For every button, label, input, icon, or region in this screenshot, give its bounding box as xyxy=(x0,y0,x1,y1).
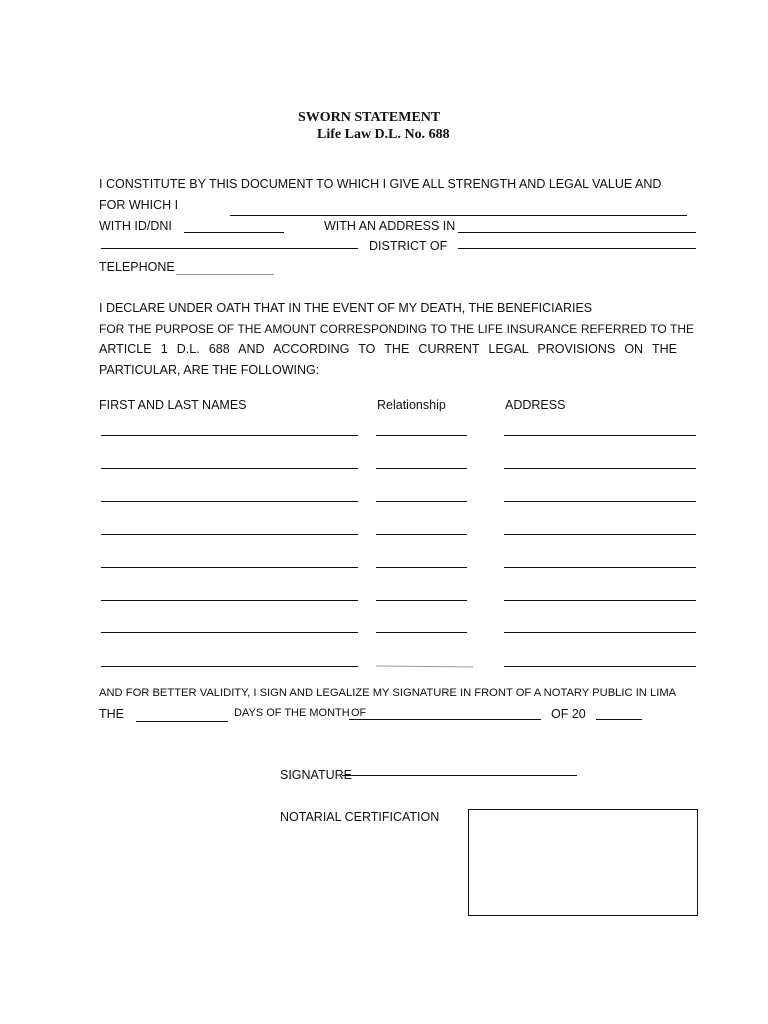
telephone-field-line[interactable] xyxy=(176,274,274,275)
address-field-line[interactable] xyxy=(458,232,696,233)
name-line[interactable] xyxy=(101,435,358,436)
name-line[interactable] xyxy=(101,501,358,502)
intro-line-1: I CONSTITUTE BY THIS DOCUMENT TO WHICH I GIVE ALL STRENGTH AND LEGAL VALUE AND xyxy=(99,177,662,191)
declaration-line-3: ARTICLE 1 D.L. 688 AND ACCORDING TO THE CURRENT LEGAL PROVISIONS ON THE xyxy=(99,342,677,356)
for-which-label: FOR WHICH I xyxy=(99,198,179,212)
name-line[interactable] xyxy=(101,534,358,535)
address-line[interactable] xyxy=(504,435,696,436)
relationship-line[interactable] xyxy=(376,468,467,469)
column-header-names: FIRST AND LAST NAMES xyxy=(99,398,247,412)
of-20-label: OF 20 xyxy=(551,707,586,721)
address-label: WITH AN ADDRESS IN xyxy=(324,219,456,233)
address-line[interactable] xyxy=(504,567,696,568)
district-field-line[interactable] xyxy=(458,248,696,249)
of-label: OF xyxy=(351,707,367,719)
document-subtitle: Life Law D.L. No. 688 xyxy=(317,127,450,142)
relationship-line[interactable] xyxy=(376,435,467,436)
document-title: SWORN STATEMENT xyxy=(298,110,441,125)
address-line[interactable] xyxy=(504,534,696,535)
name-line[interactable] xyxy=(101,666,358,667)
declaration-line-4: PARTICULAR, ARE THE FOLLOWING: xyxy=(99,363,320,377)
relationship-line[interactable] xyxy=(376,534,467,535)
relationship-line[interactable] xyxy=(376,567,467,568)
notarial-certification-label: NOTARIAL CERTIFICATION xyxy=(280,810,440,824)
relationship-line[interactable] xyxy=(376,501,467,502)
month-field-line[interactable] xyxy=(349,719,541,720)
relationship-line[interactable] xyxy=(376,665,473,667)
address-line[interactable] xyxy=(504,600,696,601)
name-line[interactable] xyxy=(101,468,358,469)
address-line[interactable] xyxy=(504,666,696,667)
signature-line[interactable] xyxy=(342,775,577,776)
id-dni-field-line[interactable] xyxy=(184,232,284,233)
the-label: THE xyxy=(99,707,124,721)
address-line[interactable] xyxy=(504,501,696,502)
days-of-month-label: DAYS OF THE MONTH xyxy=(234,707,350,719)
day-field-line[interactable] xyxy=(136,721,228,722)
validity-statement: AND FOR BETTER VALIDITY, I SIGN AND LEGALIZE MY SIGNATURE IN FRONT OF A NOTARY PUBLIC IN LIMA xyxy=(99,687,677,699)
id-dni-label: WITH ID/DNI xyxy=(99,219,172,233)
address-continuation-line[interactable] xyxy=(101,248,358,249)
name-line[interactable] xyxy=(101,600,358,601)
declaration-line-2: FOR THE PURPOSE OF THE AMOUNT CORRESPONDING TO THE LIFE INSURANCE REFERRED TO THE xyxy=(99,322,694,336)
address-line[interactable] xyxy=(504,632,696,633)
year-field-line[interactable] xyxy=(596,719,642,720)
column-header-relationship: Relationship xyxy=(377,398,446,412)
notarial-certification-box[interactable] xyxy=(468,809,698,916)
signature-label: SIGNATURE xyxy=(280,768,352,782)
relationship-line[interactable] xyxy=(376,600,467,601)
name-field-line[interactable] xyxy=(230,215,687,216)
district-label: DISTRICT OF xyxy=(369,239,448,253)
address-line[interactable] xyxy=(504,468,696,469)
relationship-line[interactable] xyxy=(376,632,467,633)
name-line[interactable] xyxy=(101,632,358,633)
declaration-line-1: I DECLARE UNDER OATH THAT IN THE EVENT OF MY DEATH, THE BENEFICIARIES xyxy=(99,301,593,315)
telephone-label: TELEPHONE xyxy=(99,260,175,274)
name-line[interactable] xyxy=(101,567,358,568)
column-header-address: ADDRESS xyxy=(505,398,566,412)
